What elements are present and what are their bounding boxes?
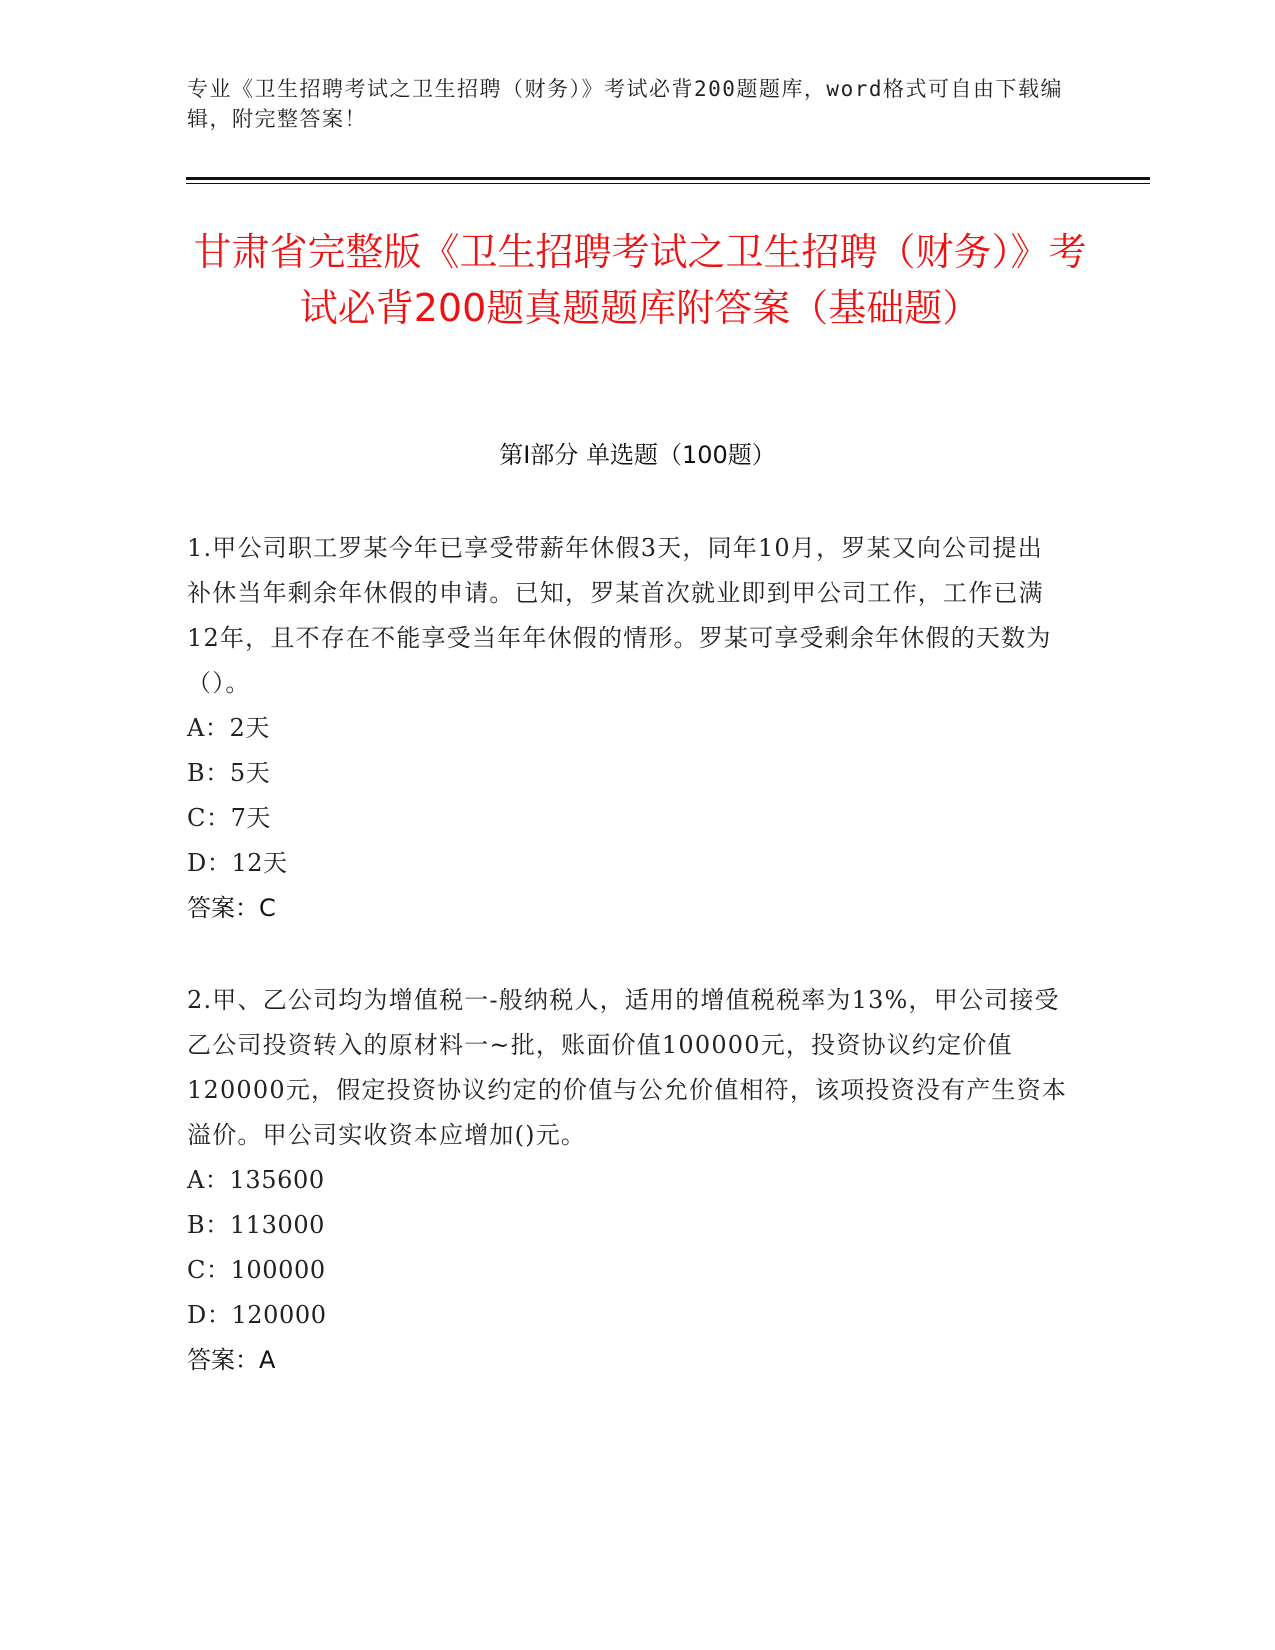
header-divider-thin	[186, 183, 1150, 184]
question-stem: 2.甲、乙公司均为增值税一-般纳税人，适用的增值税税率为13%，甲公司接受乙公司投资转入的原材料一~批，账面价值100000元，投资协议约定价值120000元，假定投资协议约定的价值与公允价值相符，该项投资没有产生资本溢价。甲公司实收资本应增加()元。	[187, 986, 1068, 1149]
header-divider-thick	[186, 177, 1150, 180]
question-stem: 1.甲公司职工罗某今年已享受带薪年休假3天，同年10月，罗某又向公司提出补休当年剩余年休假的申请。已知，罗某首次就业即到甲公司工作，工作已满12年，且不存在不能享受当年年休假的情形。罗某可享受剩余年休假的天数为（）。	[187, 534, 1052, 697]
header-note: 专业《卫生招聘考试之卫生招聘（财务）》考试必背200题题库，word格式可自由下载编辑，附完整答案！	[187, 77, 1063, 131]
option-a: A：135600	[187, 1166, 325, 1194]
option-c: C：7天	[187, 804, 272, 832]
answer-label: 答案：C	[187, 894, 276, 922]
option-d: D：120000	[187, 1301, 327, 1329]
option-b: B：5天	[187, 759, 271, 787]
option-a: A：2天	[187, 714, 271, 742]
question-1	[187, 526, 1067, 931]
question-2	[187, 978, 1067, 1383]
document-title: 甘肃省完整版《卫生招聘考试之卫生招聘（财务）》考试必背200题真题题库附答案（基础题）	[193, 230, 1087, 330]
option-b: B：113000	[187, 1211, 326, 1239]
answer-label: 答案：A	[187, 1346, 276, 1374]
option-c: C：100000	[187, 1256, 326, 1284]
section-title: 第I部分 单选题（100题）	[499, 441, 776, 469]
option-d: D：12天	[187, 849, 288, 877]
